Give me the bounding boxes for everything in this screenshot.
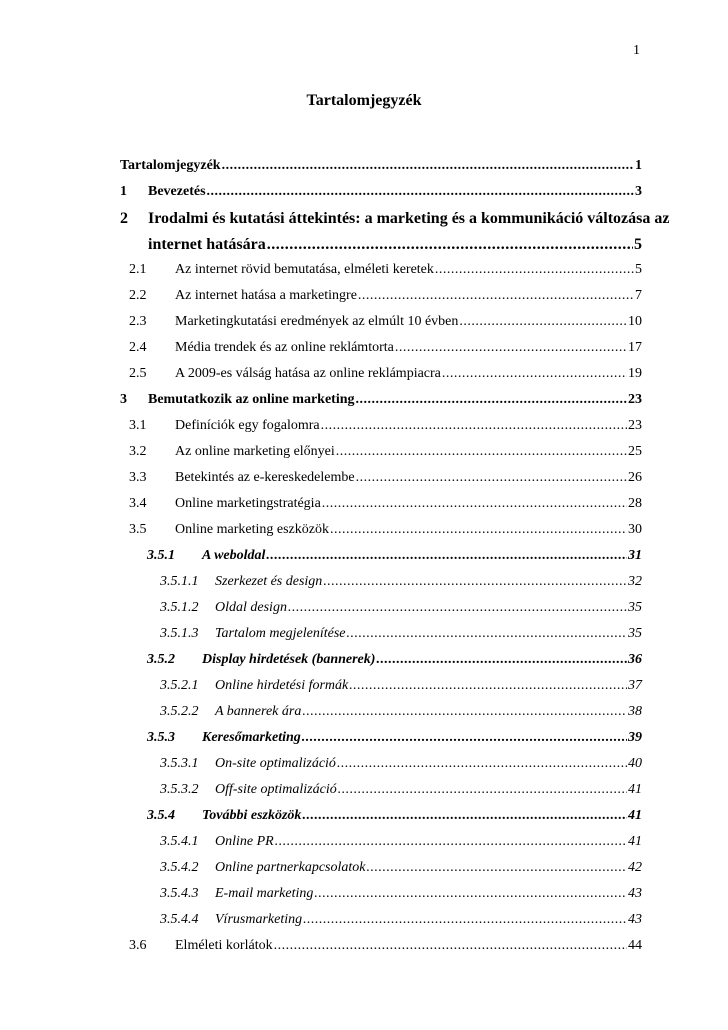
toc-entry[interactable] bbox=[120, 756, 642, 782]
toc-leader bbox=[314, 886, 627, 902]
toc-entry-title: Online marketing eszközök bbox=[175, 522, 329, 537]
toc-leader bbox=[336, 444, 627, 460]
toc-page-number: 39 bbox=[628, 730, 642, 745]
toc-entry-title: Marketingkutatási eredmények az elmúlt 10 évben bbox=[175, 314, 459, 329]
toc-entry-title: Display hirdetések (bannerek) bbox=[202, 652, 376, 667]
toc-leader bbox=[266, 548, 627, 564]
toc-page-number: 41 bbox=[628, 834, 642, 849]
toc-entry-title: Online hirdetési formák bbox=[215, 678, 349, 693]
toc-page-number: 35 bbox=[628, 600, 642, 615]
toc-entry-title: Irodalmi és kutatási áttekintés: a marketing és a kommunikáció változása az bbox=[148, 210, 670, 227]
toc-leader bbox=[358, 288, 634, 304]
toc-leader bbox=[275, 834, 627, 850]
toc-entry-title: A bannerek ára bbox=[215, 704, 302, 719]
toc-page-number: 7 bbox=[635, 288, 642, 303]
toc-leader bbox=[349, 678, 627, 694]
toc-entry-title: További eszközök bbox=[202, 808, 302, 823]
toc-entry-number: 3.5.3 bbox=[147, 730, 175, 745]
toc-entry-number: 3.4 bbox=[129, 496, 147, 511]
toc-leader bbox=[302, 808, 627, 824]
toc-leader bbox=[376, 652, 627, 668]
toc-page-number: 41 bbox=[628, 782, 642, 797]
page-title: Tartalomjegyzék bbox=[306, 92, 422, 109]
toc-page-number: 1 bbox=[635, 158, 642, 173]
toc-leader bbox=[288, 600, 627, 616]
toc-leader bbox=[322, 496, 627, 512]
toc-page-number: 31 bbox=[628, 548, 642, 563]
toc-entry-title: Betekintés az e-kereskedelembe bbox=[175, 470, 355, 485]
toc-entry-number: 3.5.4.3 bbox=[160, 886, 199, 901]
toc-entry[interactable] bbox=[120, 288, 642, 314]
toc-leader bbox=[321, 418, 627, 434]
toc-page-number: 36 bbox=[628, 652, 642, 667]
toc-entry-title: Off-site optimalizáció bbox=[215, 782, 337, 797]
toc-entry-title: Tartalomjegyzék bbox=[120, 158, 221, 173]
toc-entry[interactable] bbox=[120, 522, 642, 548]
toc-entry[interactable] bbox=[120, 392, 642, 418]
toc-entry-number: 2 bbox=[120, 210, 128, 227]
page-number: 1 bbox=[633, 43, 640, 58]
toc-page-number: 28 bbox=[628, 496, 642, 511]
toc-leader bbox=[337, 756, 627, 772]
toc-entry-title: On-site optimalizáció bbox=[215, 756, 336, 771]
toc-page-number: 26 bbox=[628, 470, 642, 485]
toc-entry-number: 3.6 bbox=[129, 938, 147, 953]
toc-leader bbox=[356, 392, 628, 408]
toc-entry[interactable] bbox=[120, 730, 642, 756]
toc-entry-title: Oldal design bbox=[215, 600, 287, 615]
toc-leader bbox=[302, 704, 627, 720]
toc-page-number: 41 bbox=[628, 808, 642, 823]
toc-leader bbox=[338, 782, 627, 798]
toc-entry-title: Elméleti korlátok bbox=[175, 938, 273, 953]
toc-entry-number: 3.5.3.2 bbox=[160, 782, 199, 797]
toc-entry-number: 2.5 bbox=[129, 366, 147, 381]
toc-leader bbox=[347, 626, 627, 642]
toc-entry[interactable] bbox=[120, 912, 642, 938]
toc-entry-number: 3.3 bbox=[129, 470, 147, 485]
toc-entry-title: Az online marketing előnyei bbox=[175, 444, 335, 459]
toc-entry[interactable] bbox=[120, 314, 642, 340]
toc-page-number: 5 bbox=[634, 236, 642, 253]
toc-leader bbox=[303, 912, 627, 928]
toc-page-number: 17 bbox=[628, 340, 642, 355]
toc-entry[interactable] bbox=[120, 704, 642, 730]
toc-entry-title: Online marketingstratégia bbox=[175, 496, 321, 511]
toc-leader bbox=[366, 860, 627, 876]
toc-entry[interactable] bbox=[120, 366, 642, 392]
toc-entry-title: Online PR bbox=[215, 834, 274, 849]
toc-entry-number: 1 bbox=[120, 184, 127, 199]
toc-entry[interactable] bbox=[120, 158, 642, 184]
toc-entry-title: Média trendek és az online reklámtorta bbox=[175, 340, 394, 355]
toc-entry-title: Tartalom megjelenítése bbox=[215, 626, 346, 641]
toc-entry[interactable] bbox=[120, 340, 642, 366]
toc-page-number: 37 bbox=[628, 678, 642, 693]
toc-entry-number: 3.5.4 bbox=[147, 808, 175, 823]
toc-entry-title: A 2009-es válság hatása az online reklámpiacra bbox=[175, 366, 441, 381]
toc-entry[interactable] bbox=[120, 652, 642, 678]
toc-leader bbox=[267, 236, 633, 254]
toc-entry-number: 3.5.1.2 bbox=[160, 600, 199, 615]
toc-entry-title: Online partnerkapcsolatok bbox=[215, 860, 366, 875]
toc-leader bbox=[459, 314, 627, 330]
toc-entry[interactable] bbox=[120, 496, 642, 522]
toc-entry[interactable] bbox=[120, 470, 642, 496]
toc-leader bbox=[442, 366, 627, 382]
toc-entry-number: 2.2 bbox=[129, 288, 147, 303]
toc-entry-number: 2.4 bbox=[129, 340, 147, 355]
toc-entry-number: 3.5.1.1 bbox=[160, 574, 199, 589]
toc-entry-number: 3 bbox=[120, 392, 127, 407]
toc-entry[interactable] bbox=[120, 678, 642, 704]
toc-page-number: 32 bbox=[628, 574, 642, 589]
toc-page-number: 23 bbox=[628, 392, 642, 407]
toc-page-number: 35 bbox=[628, 626, 642, 641]
toc-page-number: 40 bbox=[628, 756, 642, 771]
toc-entry-title: Az internet rövid bemutatása, elméleti keretek bbox=[175, 262, 434, 277]
toc-page-number: 5 bbox=[635, 262, 642, 277]
toc-entry-title-continued: internet hatására bbox=[148, 236, 266, 253]
toc-entry-number: 2.3 bbox=[129, 314, 147, 329]
toc-page-number: 23 bbox=[628, 418, 642, 433]
toc-entry[interactable] bbox=[120, 574, 642, 600]
toc-leader bbox=[302, 730, 627, 746]
toc-entry[interactable] bbox=[120, 782, 642, 808]
toc-page-number: 43 bbox=[628, 886, 642, 901]
table-of-contents bbox=[120, 158, 670, 964]
toc-entry[interactable] bbox=[120, 184, 642, 210]
toc-page-number: 25 bbox=[628, 444, 642, 459]
toc-entry-number: 3.5.4.2 bbox=[160, 860, 199, 875]
toc-leader bbox=[323, 574, 627, 590]
toc-page-number: 43 bbox=[628, 912, 642, 927]
toc-entry[interactable] bbox=[120, 418, 642, 444]
toc-leader bbox=[356, 470, 627, 486]
toc-entry-number: 3.5.2.1 bbox=[160, 678, 199, 693]
toc-leader bbox=[435, 262, 634, 278]
toc-entry[interactable] bbox=[120, 834, 642, 860]
toc-entry[interactable] bbox=[120, 262, 642, 288]
toc-page-number: 10 bbox=[628, 314, 642, 329]
toc-entry-title: Az internet hatása a marketingre bbox=[175, 288, 357, 303]
toc-page-number: 30 bbox=[628, 522, 642, 537]
toc-leader bbox=[222, 158, 634, 174]
toc-page-number: 3 bbox=[635, 184, 642, 199]
toc-entry-title: Definíciók egy fogalomra bbox=[175, 418, 320, 433]
toc-entry[interactable] bbox=[120, 626, 642, 652]
toc-entry[interactable] bbox=[120, 886, 642, 912]
toc-entry-title: Bevezetés bbox=[148, 184, 206, 199]
toc-leader bbox=[274, 938, 627, 954]
toc-entry-number: 2.1 bbox=[129, 262, 147, 277]
toc-entry[interactable] bbox=[120, 548, 642, 574]
toc-entry-title: Bemutatkozik az online marketing bbox=[148, 392, 355, 407]
toc-entry-number: 3.5 bbox=[129, 522, 147, 537]
toc-entry[interactable] bbox=[120, 600, 642, 626]
toc-entry-number: 3.1 bbox=[129, 418, 147, 433]
toc-leader bbox=[330, 522, 627, 538]
toc-entry-title: E-mail marketing bbox=[215, 886, 314, 901]
toc-entry-number: 3.2 bbox=[129, 444, 147, 459]
toc-entry-title: Vírusmarketing bbox=[215, 912, 303, 927]
toc-entry-number: 3.5.1.3 bbox=[160, 626, 199, 641]
toc-leader bbox=[207, 184, 634, 200]
toc-entry-number: 3.5.2.2 bbox=[160, 704, 199, 719]
toc-entry-number: 3.5.4.1 bbox=[160, 834, 199, 849]
toc-entry[interactable] bbox=[120, 938, 642, 964]
toc-entry[interactable] bbox=[120, 808, 642, 834]
toc-entry-number: 3.5.2 bbox=[147, 652, 175, 667]
toc-entry[interactable] bbox=[120, 860, 642, 886]
toc-entry-title: A weboldal bbox=[202, 548, 266, 563]
toc-entry[interactable] bbox=[120, 444, 642, 470]
toc-page-number: 42 bbox=[628, 860, 642, 875]
toc-leader bbox=[395, 340, 627, 356]
toc-entry-number: 3.5.1 bbox=[147, 548, 175, 563]
toc-page-number: 38 bbox=[628, 704, 642, 719]
toc-entry[interactable] bbox=[120, 210, 670, 262]
toc-page-number: 44 bbox=[628, 938, 642, 953]
toc-entry-number: 3.5.4.4 bbox=[160, 912, 199, 927]
toc-page-number: 19 bbox=[628, 366, 642, 381]
toc-entry-title: Szerkezet és design bbox=[215, 574, 323, 589]
toc-entry-number: 3.5.3.1 bbox=[160, 756, 199, 771]
toc-entry-title: Keresőmarketing bbox=[202, 730, 301, 745]
